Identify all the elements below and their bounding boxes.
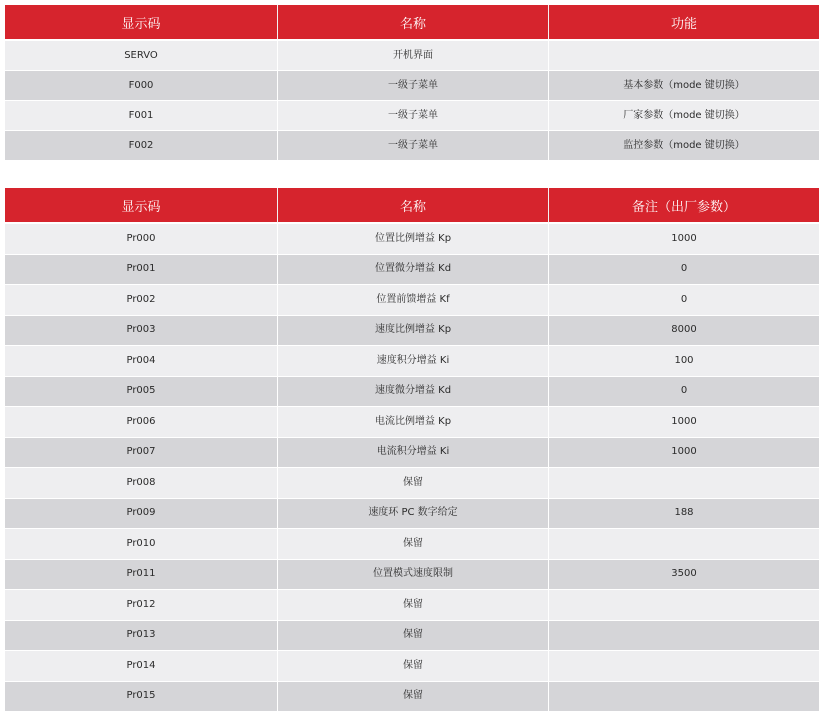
cell-name: 一级子菜单 — [277, 70, 548, 100]
column-header-remark: 备注（出厂参数） — [548, 188, 819, 223]
cell-remark: 100 — [548, 345, 819, 376]
cell-name: 电流积分增益 Ki — [277, 437, 548, 468]
cell-remark — [548, 620, 819, 651]
cell-name: 一级子菜单 — [277, 100, 548, 130]
cell-display-code: Pr003 — [5, 315, 277, 346]
cell-remark: 基本参数（mode 键切换） — [548, 70, 819, 100]
cell-name: 位置前馈增益 Kf — [277, 284, 548, 315]
cell-name: 速度环 PC 数字给定 — [277, 498, 548, 529]
cell-name: 开机界面 — [277, 40, 548, 70]
cell-display-code: Pr008 — [5, 467, 277, 498]
cell-display-code: Pr005 — [5, 376, 277, 407]
cell-display-code: Pr012 — [5, 589, 277, 620]
table-row — [5, 345, 819, 376]
cell-name: 保留 — [277, 620, 548, 651]
table-row — [5, 70, 819, 100]
table-row — [5, 100, 819, 130]
table-row — [5, 498, 819, 529]
cell-name: 位置微分增益 Kd — [277, 254, 548, 285]
table-row — [5, 254, 819, 285]
cell-display-code: Pr014 — [5, 650, 277, 681]
cell-name: 保留 — [277, 467, 548, 498]
column-header-name: 名称 — [277, 188, 548, 223]
cell-remark: 188 — [548, 498, 819, 529]
cell-name: 保留 — [277, 650, 548, 681]
cell-name: 速度比例增益 Kp — [277, 315, 548, 346]
cell-remark: 1000 — [548, 437, 819, 468]
cell-display-code: F002 — [5, 130, 277, 160]
cell-remark — [548, 528, 819, 559]
cell-display-code: Pr004 — [5, 345, 277, 376]
cell-display-code: Pr009 — [5, 498, 277, 529]
cell-display-code: F000 — [5, 70, 277, 100]
table-row — [5, 650, 819, 681]
table-row — [5, 681, 819, 712]
cell-remark: 0 — [548, 376, 819, 407]
cell-display-code: Pr001 — [5, 254, 277, 285]
table-row — [5, 589, 819, 620]
cell-name: 保留 — [277, 681, 548, 712]
cell-remark: 0 — [548, 254, 819, 285]
cell-remark — [548, 650, 819, 681]
column-header-name: 名称 — [277, 5, 548, 40]
table-row — [5, 315, 819, 346]
cell-name: 速度微分增益 Kd — [277, 376, 548, 407]
cell-display-code: SERVO — [5, 40, 277, 70]
cell-display-code: Pr010 — [5, 528, 277, 559]
cell-remark — [548, 681, 819, 712]
cell-name: 位置模式速度限制 — [277, 559, 548, 590]
parameter-table — [5, 188, 819, 711]
table-header-row — [5, 188, 819, 223]
cell-remark: 1000 — [548, 406, 819, 437]
cell-remark — [548, 467, 819, 498]
table-row — [5, 528, 819, 559]
column-header-function: 功能 — [548, 5, 819, 40]
table-row — [5, 130, 819, 160]
cell-display-code: Pr007 — [5, 437, 277, 468]
table-row — [5, 437, 819, 468]
cell-name: 一级子菜单 — [277, 130, 548, 160]
column-header-display-code: 显示码 — [5, 5, 277, 40]
table-row — [5, 620, 819, 651]
cell-display-code: Pr011 — [5, 559, 277, 590]
cell-remark — [548, 40, 819, 70]
cell-display-code: Pr015 — [5, 681, 277, 712]
cell-display-code: Pr002 — [5, 284, 277, 315]
table-header-row — [5, 5, 819, 40]
cell-remark: 厂家参数（mode 键切换） — [548, 100, 819, 130]
cell-name: 速度积分增益 Ki — [277, 345, 548, 376]
cell-display-code: Pr013 — [5, 620, 277, 651]
cell-remark — [548, 589, 819, 620]
table-row — [5, 406, 819, 437]
cell-display-code: Pr006 — [5, 406, 277, 437]
cell-remark: 1000 — [548, 223, 819, 254]
cell-name: 位置比例增益 Kp — [277, 223, 548, 254]
cell-remark: 监控参数（mode 键切换） — [548, 130, 819, 160]
cell-remark: 0 — [548, 284, 819, 315]
cell-display-code: F001 — [5, 100, 277, 130]
cell-name: 电流比例增益 Kp — [277, 406, 548, 437]
table-row — [5, 223, 819, 254]
table-row — [5, 284, 819, 315]
table-row — [5, 559, 819, 590]
cell-name: 保留 — [277, 528, 548, 559]
cell-name: 保留 — [277, 589, 548, 620]
table-row — [5, 40, 819, 70]
cell-remark: 3500 — [548, 559, 819, 590]
table-row — [5, 467, 819, 498]
menu-table — [5, 5, 819, 160]
cell-remark: 8000 — [548, 315, 819, 346]
cell-display-code: Pr000 — [5, 223, 277, 254]
column-header-display-code: 显示码 — [5, 188, 277, 223]
table-row — [5, 376, 819, 407]
